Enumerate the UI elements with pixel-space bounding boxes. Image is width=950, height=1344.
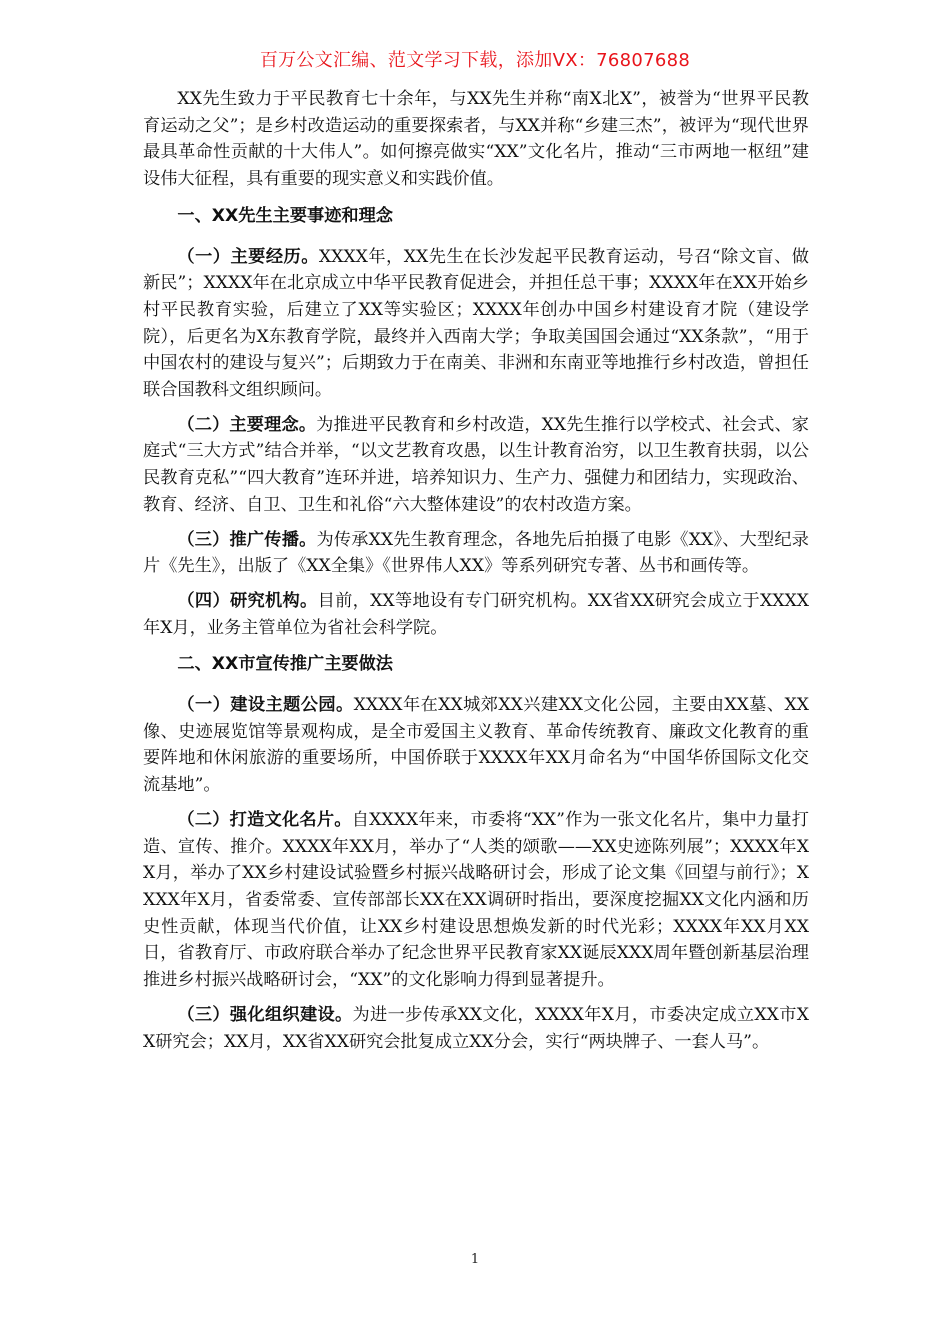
section-1-item-1	[143, 244, 809, 404]
item-text: XXXX年，XX先生在长沙发起平民教育运动，号召“除文盲、做新民”；XXXX年在北京成立中华平民教育促进会，并担任总干事；XXXX年在XX开始乡村平民教育实验，后建立了XX等实验区；XXXX年创办中国乡村建设育才院（建设学院），后更名为X东教育学院，最终并入西南大学；争取美国国会通过“XX条款”，“用于中国农村的建设与复兴”；后期致力于在南美、非洲和东南亚等地推行乡村改造，曾担任联合国教科文组织顾问。	[143, 246, 809, 401]
item-text: 为进一步传承XX文化，XXXX年X月，市委决定成立XX市XX研究会；XX月，XX省XX研究会批复成立XX分会，实行“两块牌子、一套人马”。	[143, 1004, 809, 1052]
item-text: XXXX年在XX城郊XX兴建XX文化公园，主要由XX墓、XX像、史迹展览馆等景观构成，是全市爱国主义教育、革命传统教育、廉政文化教育的重要阵地和休闲旅游的重要场所，中国侨联于XXXX年XX月命名为“中国华侨国际文化交流基地”。	[143, 695, 809, 796]
item-lead: （四）研究机构。	[177, 590, 318, 611]
section-1-item-4	[143, 588, 809, 641]
section-2-heading: 二、XX市宣传推广主要做法	[177, 654, 393, 675]
section-2-item-1	[143, 692, 809, 799]
item-lead: （三）推广传播。	[177, 529, 317, 550]
item-lead: （二）打造文化名片。	[177, 809, 352, 830]
section-2-item-2	[143, 807, 809, 994]
download-banner: 百万公文汇编、范文学习下载，添加VX：76807688	[259, 50, 691, 71]
item-lead: （二）主要理念。	[177, 414, 317, 435]
item-lead: （一）建设主题公园。	[177, 695, 354, 716]
item-lead: （一）主要经历。	[177, 246, 319, 267]
item-lead: （三）强化组织建设。	[177, 1004, 353, 1025]
page-number: 1	[470, 1252, 480, 1267]
item-text: 为推进平民教育和乡村改造，XX先生推行以学校式、社会式、家庭式“三大方式”结合并举，“以文艺教育攻愚，以生计教育治穷，以卫生教育扶弱，以公民教育克私”“四大教育”连环并进，培养知识力、生产力、强健力和团结力，实现政治、教育、经济、自卫、卫生和礼俗“六大整体建设”的农村改造方案。	[143, 414, 809, 515]
item-text: 目前，XX等地设有专门研究机构。XX省XX研究会成立于XXXX年X月，业务主管单位为省社会科学院。	[143, 590, 809, 638]
item-text: 自XXXX年来，市委将“XX”作为一张文化名片，集中力量打造、宣传、推介。XXXX年XX月，举办了“人类的颂歌——XX史迹陈列展”；XXXX年XX月，举办了XX乡村建设试验暨乡村振兴战略研讨会，形成了论文集《回望与前行》；XXXX年X月，省委常委、宣传部部长XX在XX调研时指出，要深度挖掘XX文化内涵和历史性贡献，体现当代价值，让XX乡村建设思想焕发新的时代光彩；XXXX年XX月XX日，省教育厅、市政府联合举办了纪念世界平民教育家XX诞辰XXX周年暨创新基层治理推进乡村振兴战略研讨会，“XX”的文化影响力得到显著提升。	[143, 809, 809, 991]
section-1-item-2	[143, 412, 809, 519]
section-2-item-3	[143, 1002, 809, 1055]
item-text: 为传承XX先生教育理念，各地先后拍摄了电影《XX》、大型纪录片《先生》，出版了《XX全集》《世界伟人XX》等系列研究专著、丛书和画传等。	[143, 529, 809, 577]
section-1-item-3	[143, 527, 809, 580]
document-body	[143, 86, 809, 1063]
intro-paragraph: XX先生致力于平民教育七十余年，与XX先生并称“南X北X”，被誉为“世界平民教育运动之父”；是乡村改造运动的重要探索者，与XX并称“乡建三杰”，被评为“现代世界最具革命性贡献的十大伟人”。如何擦亮做实“XX”文化名片，推动“三市两地一枢纽”建设伟大征程，具有重要的现实意义和实践价值。	[143, 89, 809, 190]
section-1-heading: 一、XX先生主要事迹和理念	[177, 205, 393, 226]
